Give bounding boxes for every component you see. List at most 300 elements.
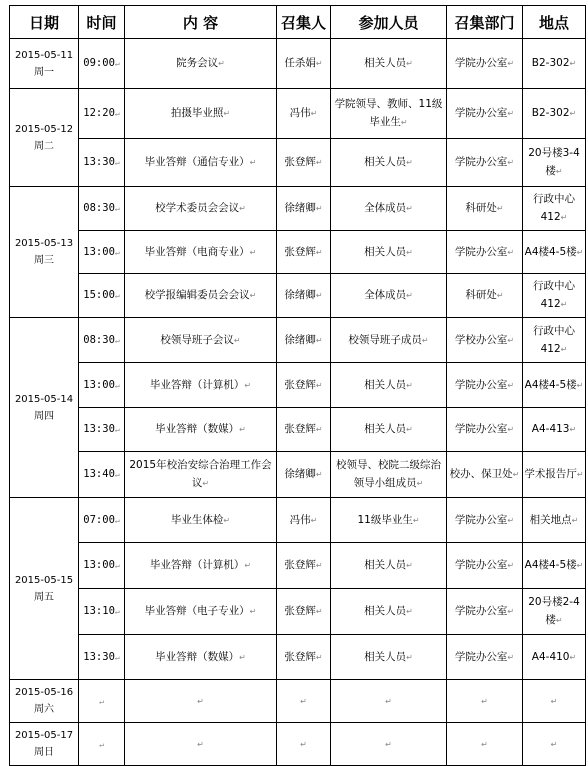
- table-row: [10, 543, 586, 589]
- weekday-text: 周四: [34, 410, 54, 422]
- time-cell: [79, 363, 125, 408]
- paragraph-mark-icon: ↵: [315, 335, 323, 345]
- paragraph-mark-icon: ↵: [571, 515, 579, 525]
- date-text: 2015-05-12: [14, 123, 74, 135]
- location-cell: [523, 543, 586, 589]
- location-cell: [523, 318, 586, 363]
- content-cell: [125, 187, 277, 231]
- time-cell: [79, 723, 125, 766]
- location-cell-text: A4楼4-5楼: [524, 559, 577, 571]
- paragraph-mark-icon: ↵: [197, 696, 204, 706]
- time-cell-text: 13:10: [83, 605, 115, 617]
- attendees-cell: [331, 680, 447, 723]
- paragraph-mark-icon: ↵: [406, 247, 413, 257]
- content-cell-text: 毕业答辩（通信专业）: [144, 156, 250, 168]
- department-cell-text: 学院办公室: [454, 559, 508, 571]
- paragraph-mark-icon: ↵: [507, 425, 515, 434]
- convener-cell: [277, 543, 331, 589]
- time-cell: [79, 39, 125, 89]
- paragraph-mark-icon: ↵: [114, 515, 120, 525]
- time-cell: [79, 498, 125, 543]
- time-cell-text: 07:00: [83, 513, 115, 526]
- location-cell-text: A4楼4-5楼: [524, 378, 577, 391]
- paragraph-mark-icon: ↵: [406, 652, 413, 662]
- convener-cell: [277, 680, 331, 723]
- paragraph-mark-icon: ↵: [576, 247, 584, 257]
- attendees-cell: [331, 89, 447, 139]
- paragraph-mark-icon: ↵: [223, 515, 231, 525]
- attendees-cell-text: 全体成员: [364, 289, 407, 301]
- convener-cell: [277, 187, 331, 231]
- paragraph-mark-icon: ↵: [239, 425, 246, 434]
- content-cell: [125, 363, 277, 408]
- location-cell: [523, 408, 586, 452]
- department-cell-text: 科研处: [465, 202, 497, 214]
- paragraph-mark-icon: ↵: [496, 204, 504, 213]
- convener-cell: [277, 408, 331, 452]
- paragraph-mark-icon: ↵: [315, 204, 323, 213]
- convener-cell-text: 任杀娟: [284, 57, 316, 69]
- location-cell-text: B2-302: [531, 107, 570, 119]
- table-row: [10, 498, 586, 543]
- paragraph-mark-icon: ↵: [560, 300, 568, 309]
- department-cell: [447, 635, 523, 680]
- time-cell: [79, 408, 125, 452]
- paragraph-mark-icon: ↵: [481, 739, 488, 749]
- time-cell-text: 13:40: [83, 468, 115, 480]
- convener-cell: [277, 139, 331, 187]
- paragraph-mark-icon: ↵: [507, 109, 515, 118]
- paragraph-mark-icon: ↵: [555, 616, 563, 625]
- paragraph-mark-icon: ↵: [315, 158, 323, 167]
- attendees-cell-text: 相关人员: [364, 605, 407, 617]
- content-cell-text: 拍摄毕业照: [170, 107, 224, 119]
- time-cell-text: 13:00: [83, 378, 115, 391]
- date-cell: [10, 680, 79, 723]
- paragraph-mark-icon: ↵: [385, 696, 392, 706]
- location-cell: [523, 363, 586, 408]
- header-department: 召集部门: [447, 6, 523, 39]
- attendees-cell-text: 相关人员: [364, 245, 407, 258]
- content-cell-text: 毕业答辩（计算机）: [149, 378, 245, 391]
- schedule-body: [10, 39, 586, 766]
- time-cell: [79, 89, 125, 139]
- content-cell-text: 毕业答辩（电商专业）: [144, 245, 250, 258]
- convener-cell: [277, 363, 331, 408]
- attendees-cell: [331, 363, 447, 408]
- department-cell-text: 校办、保卫处: [449, 468, 513, 480]
- attendees-cell-text: 学院领导、教师、11级毕业生: [334, 98, 443, 128]
- attendees-cell: [331, 231, 447, 274]
- location-cell-text: 20号楼2-4楼: [528, 596, 580, 626]
- attendees-cell: [331, 589, 447, 635]
- department-cell-text: 学院办公室: [454, 57, 508, 69]
- header-convener: 召集人: [277, 6, 331, 39]
- convener-cell-text: 张登辉: [284, 559, 316, 571]
- paragraph-mark-icon: ↵: [507, 561, 515, 570]
- time-cell: [79, 231, 125, 274]
- paragraph-mark-icon: ↵: [239, 204, 246, 213]
- attendees-cell-text: 相关人员: [364, 156, 407, 168]
- paragraph-mark-icon: ↵: [416, 479, 424, 488]
- location-cell-text: B2-302: [531, 57, 570, 69]
- attendees-cell-text: 全体成员: [364, 202, 407, 214]
- paragraph-mark-icon: ↵: [114, 204, 120, 213]
- paragraph-mark-icon: ↵: [315, 561, 323, 570]
- date-text: 2015-05-11: [14, 49, 74, 61]
- department-cell-text: 学院办公室: [454, 378, 508, 391]
- location-cell: [523, 89, 586, 139]
- attendees-cell: [331, 318, 447, 363]
- paragraph-mark-icon: ↵: [560, 213, 568, 222]
- content-cell: [125, 543, 277, 589]
- convener-cell: [277, 452, 331, 498]
- department-cell-text: 学院办公室: [454, 245, 508, 258]
- paragraph-mark-icon: ↵: [249, 158, 257, 167]
- header-row: [10, 6, 586, 39]
- date-cell: [10, 39, 79, 89]
- paragraph-mark-icon: ↵: [114, 59, 120, 68]
- convener-cell-text: 冯伟: [289, 107, 311, 119]
- header-date: 日期: [10, 6, 79, 39]
- paragraph-mark-icon: ↵: [512, 470, 520, 479]
- time-cell: [79, 139, 125, 187]
- paragraph-mark-icon: ↵: [406, 204, 413, 213]
- paragraph-mark-icon: ↵: [507, 607, 515, 616]
- paragraph-mark-icon: ↵: [249, 607, 257, 616]
- time-cell: [79, 187, 125, 231]
- paragraph-mark-icon: ↵: [507, 652, 515, 662]
- content-cell: [125, 318, 277, 363]
- convener-cell-text: 张登辉: [284, 245, 316, 258]
- paragraph-mark-icon: ↵: [223, 109, 231, 118]
- header-location: 地点: [523, 6, 586, 39]
- paragraph-mark-icon: ↵: [507, 158, 515, 167]
- attendees-cell: [331, 187, 447, 231]
- convener-cell-text: 徐绪卿: [284, 289, 316, 301]
- date-text: 2015-05-14: [14, 393, 74, 405]
- table-row: [10, 363, 586, 408]
- attendees-cell-text: 11级毕业生: [357, 513, 413, 526]
- paragraph-mark-icon: ↵: [406, 380, 413, 390]
- department-cell: [447, 274, 523, 318]
- department-cell: [447, 231, 523, 274]
- paragraph-mark-icon: ↵: [233, 335, 241, 345]
- paragraph-mark-icon: ↵: [300, 696, 307, 706]
- paragraph-mark-icon: ↵: [114, 109, 120, 118]
- paragraph-mark-icon: ↵: [315, 470, 323, 479]
- convener-cell: [277, 89, 331, 139]
- date-text: 2015-05-15: [14, 574, 74, 586]
- convener-cell-text: 张登辉: [284, 650, 316, 663]
- header-attendees: 参加人员: [331, 6, 447, 39]
- content-cell-text: 院务会议: [176, 57, 219, 69]
- time-cell-text: 13:30: [83, 423, 115, 435]
- paragraph-mark-icon: ↵: [315, 425, 323, 434]
- content-cell: [125, 498, 277, 543]
- department-cell-text: 学校办公室: [454, 333, 508, 346]
- table-row: [10, 187, 586, 231]
- attendees-cell-text: 相关人员: [364, 559, 407, 571]
- location-cell-text: A4-413: [531, 423, 570, 435]
- department-cell: [447, 543, 523, 589]
- weekday-text: 周三: [34, 255, 54, 266]
- location-cell-text: 行政中心412: [533, 193, 575, 223]
- paragraph-mark-icon: ↵: [315, 652, 323, 662]
- content-cell: [125, 89, 277, 139]
- table-row: [10, 231, 586, 274]
- date-text: 2015-05-16: [14, 687, 74, 698]
- time-cell: [79, 680, 125, 723]
- paragraph-mark-icon: ↵: [406, 59, 413, 68]
- header-time: 时间: [79, 6, 125, 39]
- table-row: [10, 452, 586, 498]
- date-cell: [10, 187, 79, 318]
- location-cell: [523, 139, 586, 187]
- location-cell: [523, 723, 586, 766]
- content-cell-text: 毕业答辩（数媒）: [155, 650, 240, 663]
- date-cell: [10, 89, 79, 187]
- convener-cell: [277, 635, 331, 680]
- paragraph-mark-icon: ↵: [114, 158, 120, 167]
- convener-cell-text: 徐绪卿: [284, 333, 316, 346]
- content-cell: [125, 635, 277, 680]
- convener-cell: [277, 498, 331, 543]
- convener-cell: [277, 231, 331, 274]
- department-cell-text: 学院办公室: [454, 650, 508, 663]
- paragraph-mark-icon: ↵: [406, 291, 413, 300]
- convener-cell: [277, 589, 331, 635]
- convener-cell: [277, 723, 331, 766]
- location-cell: [523, 231, 586, 274]
- paragraph-mark-icon: ↵: [114, 247, 120, 257]
- paragraph-mark-icon: ↵: [315, 247, 323, 257]
- convener-cell-text: 冯伟: [289, 513, 311, 526]
- paragraph-mark-icon: ↵: [114, 291, 120, 300]
- paragraph-mark-icon: ↵: [412, 515, 420, 525]
- department-cell: [447, 39, 523, 89]
- paragraph-mark-icon: ↵: [114, 607, 120, 616]
- location-cell-text: 相关地点: [529, 513, 572, 526]
- content-cell: [125, 589, 277, 635]
- content-cell: [125, 139, 277, 187]
- paragraph-mark-icon: ↵: [300, 739, 307, 749]
- department-cell: [447, 187, 523, 231]
- location-cell-text: 行政中心412: [533, 324, 575, 355]
- paragraph-mark-icon: ↵: [114, 380, 120, 390]
- attendees-cell: [331, 408, 447, 452]
- date-cell: [10, 723, 79, 766]
- paragraph-mark-icon: ↵: [202, 479, 210, 488]
- paragraph-mark-icon: ↵: [244, 561, 252, 570]
- time-cell: [79, 452, 125, 498]
- paragraph-mark-icon: ↵: [576, 470, 584, 479]
- content-cell-text: 2015年校治安综合治理工作会议: [129, 459, 272, 489]
- attendees-cell-text: 校领导、校院二级综治领导小组成员: [336, 459, 441, 489]
- department-cell: [447, 452, 523, 498]
- weekday-text: 周六: [34, 704, 54, 715]
- department-cell-text: 科研处: [465, 289, 497, 301]
- time-cell: [79, 543, 125, 589]
- paragraph-mark-icon: ↵: [114, 335, 120, 345]
- paragraph-mark-icon: ↵: [507, 515, 515, 525]
- paragraph-mark-icon: ↵: [197, 739, 204, 749]
- attendees-cell: [331, 543, 447, 589]
- paragraph-mark-icon: ↵: [569, 652, 577, 662]
- time-cell: [79, 318, 125, 363]
- location-cell-text: 学术报告厅: [524, 468, 577, 480]
- content-cell: [125, 231, 277, 274]
- paragraph-mark-icon: ↵: [569, 109, 577, 118]
- paragraph-mark-icon: ↵: [315, 380, 323, 390]
- location-cell-text: 行政中心412: [533, 280, 575, 310]
- paragraph-mark-icon: ↵: [507, 380, 515, 390]
- weekday-text: 周日: [34, 747, 54, 758]
- location-cell-text: A4-410: [531, 650, 570, 663]
- paragraph-mark-icon: ↵: [315, 291, 323, 300]
- content-cell-text: 毕业答辩（数媒）: [155, 423, 240, 435]
- location-cell: [523, 635, 586, 680]
- location-cell-text: A4楼4-5楼: [524, 245, 577, 258]
- table-row: [10, 635, 586, 680]
- location-cell: [523, 187, 586, 231]
- time-cell-text: 13:30: [83, 650, 115, 663]
- paragraph-mark-icon: ↵: [507, 247, 515, 257]
- time-cell-text: 09:00: [83, 57, 115, 69]
- content-cell: [125, 680, 277, 723]
- table-row: [10, 89, 586, 139]
- paragraph-mark-icon: ↵: [550, 696, 558, 706]
- attendees-cell-text: 校领导班子成员: [348, 333, 422, 346]
- paragraph-mark-icon: ↵: [496, 291, 504, 300]
- paragraph-mark-icon: ↵: [576, 561, 584, 570]
- content-cell: [125, 408, 277, 452]
- time-cell: [79, 274, 125, 318]
- department-cell: [447, 723, 523, 766]
- content-cell-text: 毕业答辩（电子专业）: [144, 605, 250, 617]
- department-cell-text: 学院办公室: [454, 107, 508, 119]
- paragraph-mark-icon: ↵: [310, 515, 318, 525]
- time-cell-text: 13:00: [83, 245, 115, 258]
- attendees-cell: [331, 452, 447, 498]
- location-cell: [523, 452, 586, 498]
- paragraph-mark-icon: ↵: [406, 607, 413, 616]
- content-cell: [125, 39, 277, 89]
- time-cell-text: 15:00: [83, 289, 115, 301]
- time-cell-text: 08:30: [83, 202, 115, 214]
- header-content: 内 容: [125, 6, 277, 39]
- weekday-text: 周五: [34, 591, 54, 603]
- table-row: [10, 274, 586, 318]
- attendees-cell-text: 相关人员: [364, 423, 407, 435]
- paragraph-mark-icon: ↵: [315, 59, 323, 68]
- paragraph-mark-icon: ↵: [550, 739, 558, 749]
- convener-cell-text: 徐绪卿: [284, 202, 316, 214]
- time-cell-text: 08:30: [83, 333, 115, 346]
- weekday-text: 周一: [34, 66, 54, 78]
- paragraph-mark-icon: ↵: [507, 59, 515, 68]
- content-cell-text: 校学报编辑委员会会议: [144, 289, 250, 301]
- paragraph-mark-icon: ↵: [569, 425, 577, 434]
- attendees-cell: [331, 274, 447, 318]
- content-cell: [125, 452, 277, 498]
- date-text: 2015-05-17: [14, 730, 74, 741]
- convener-cell: [277, 39, 331, 89]
- department-cell: [447, 89, 523, 139]
- paragraph-mark-icon: ↵: [310, 109, 318, 118]
- attendees-cell: [331, 723, 447, 766]
- department-cell: [447, 680, 523, 723]
- time-cell: [79, 589, 125, 635]
- paragraph-mark-icon: ↵: [114, 425, 120, 434]
- department-cell: [447, 589, 523, 635]
- content-cell-text: 毕业答辩（计算机）: [149, 559, 245, 571]
- attendees-cell-text: 相关人员: [364, 57, 407, 69]
- convener-cell-text: 徐绪卿: [284, 468, 316, 480]
- convener-cell-text: 张登辉: [284, 423, 316, 435]
- paragraph-mark-icon: ↵: [239, 652, 246, 662]
- convener-cell: [277, 274, 331, 318]
- paragraph-mark-icon: ↵: [114, 652, 120, 662]
- time-cell-text: 13:00: [83, 559, 115, 571]
- paragraph-mark-icon: ↵: [99, 739, 104, 749]
- content-cell-text: 校学术委员会会议: [155, 202, 240, 214]
- time-cell-text: 13:30: [83, 156, 115, 168]
- content-cell-text: 毕业生体检: [170, 513, 224, 526]
- convener-cell-text: 张登辉: [284, 156, 316, 168]
- time-cell: [79, 635, 125, 680]
- content-cell: [125, 274, 277, 318]
- table-row: [10, 589, 586, 635]
- department-cell: [447, 318, 523, 363]
- department-cell: [447, 498, 523, 543]
- location-cell: [523, 39, 586, 89]
- date-cell: [10, 498, 79, 680]
- paragraph-mark-icon: ↵: [406, 158, 413, 167]
- schedule-table: [9, 5, 586, 766]
- paragraph-mark-icon: ↵: [560, 344, 568, 354]
- department-cell-text: 学院办公室: [454, 513, 508, 526]
- time-cell-text: 12:20: [83, 107, 115, 119]
- convener-cell-text: 张登辉: [284, 378, 316, 391]
- paragraph-mark-icon: ↵: [249, 291, 257, 300]
- table-row: [10, 139, 586, 187]
- attendees-cell-text: 相关人员: [364, 650, 407, 663]
- content-cell-text: 校领导班子会议: [160, 333, 234, 346]
- location-cell: [523, 498, 586, 543]
- paragraph-mark-icon: ↵: [315, 607, 323, 616]
- paragraph-mark-icon: ↵: [218, 59, 225, 68]
- attendees-cell-text: 相关人员: [364, 378, 407, 391]
- paragraph-mark-icon: ↵: [249, 247, 257, 257]
- paragraph-mark-icon: ↵: [421, 335, 429, 345]
- date-text: 2015-05-13: [14, 238, 74, 249]
- paragraph-mark-icon: ↵: [481, 696, 488, 706]
- convener-cell-text: 张登辉: [284, 605, 316, 617]
- location-cell: [523, 589, 586, 635]
- attendees-cell: [331, 39, 447, 89]
- paragraph-mark-icon: ↵: [576, 380, 584, 390]
- department-cell: [447, 408, 523, 452]
- table-row: [10, 39, 586, 89]
- paragraph-mark-icon: ↵: [406, 561, 413, 570]
- department-cell-text: 学院办公室: [454, 605, 508, 617]
- table-row: [10, 680, 586, 723]
- paragraph-mark-icon: ↵: [114, 561, 120, 570]
- department-cell-text: 学院办公室: [454, 423, 508, 435]
- location-cell: [523, 274, 586, 318]
- paragraph-mark-icon: ↵: [555, 167, 563, 176]
